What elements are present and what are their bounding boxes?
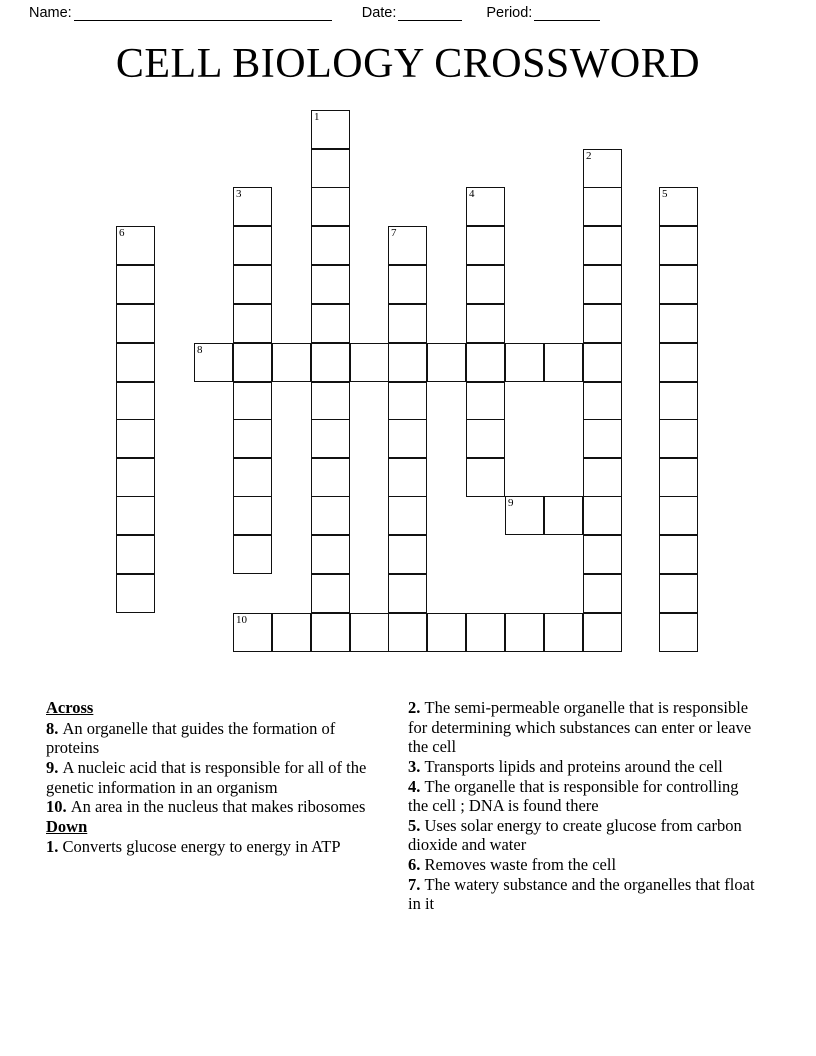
date-label: Date: bbox=[361, 5, 397, 21]
clue-item bbox=[408, 816, 760, 855]
grid-cell[interactable] bbox=[233, 458, 272, 497]
grid-cell[interactable] bbox=[233, 419, 272, 458]
clue-number: 3. bbox=[408, 756, 425, 776]
grid-cell[interactable] bbox=[659, 613, 698, 652]
grid-cell[interactable] bbox=[233, 187, 272, 226]
clue-text: Uses solar energy to create glucose from carbon dioxide and water bbox=[408, 815, 742, 855]
clue-text: Converts glucose energy to energy in ATP bbox=[62, 837, 341, 857]
grid-cell[interactable] bbox=[505, 343, 544, 382]
grid-cell[interactable] bbox=[659, 382, 698, 421]
grid-cell[interactable] bbox=[233, 496, 272, 535]
grid-cell-number: 4 bbox=[469, 188, 475, 200]
grid-cell[interactable] bbox=[388, 265, 427, 304]
clue-number: 2. bbox=[408, 698, 425, 717]
clue-item bbox=[408, 757, 760, 777]
clue-text: The semi-permeable organelle that is responsible for determining which substances can enter or leave the cell bbox=[408, 698, 752, 757]
grid-cell[interactable] bbox=[466, 226, 505, 265]
clue-item bbox=[408, 855, 760, 875]
grid-cell[interactable] bbox=[233, 226, 272, 265]
grid-cell[interactable] bbox=[116, 496, 155, 535]
clue-item bbox=[408, 777, 760, 816]
grid-cell[interactable] bbox=[583, 343, 622, 382]
grid-cell[interactable] bbox=[388, 535, 427, 574]
grid-cell-number: 10 bbox=[236, 614, 247, 626]
grid-cell[interactable] bbox=[311, 226, 350, 265]
grid-cell[interactable] bbox=[544, 343, 583, 382]
grid-cell[interactable] bbox=[466, 187, 505, 226]
grid-cell[interactable] bbox=[583, 304, 622, 343]
grid-cell[interactable] bbox=[505, 496, 544, 535]
name-label: Name: bbox=[29, 5, 72, 21]
clue-number: 6. bbox=[408, 855, 425, 874]
grid-cell[interactable] bbox=[544, 496, 583, 535]
grid-cell[interactable] bbox=[272, 343, 311, 382]
grid-cell[interactable] bbox=[583, 496, 622, 535]
clue-item bbox=[46, 797, 386, 817]
clue-text: Removes waste from the cell bbox=[424, 855, 617, 874]
grid-cell[interactable] bbox=[466, 613, 505, 652]
grid-cell[interactable] bbox=[233, 265, 272, 304]
grid-cell[interactable] bbox=[116, 343, 155, 382]
grid-cell[interactable] bbox=[311, 419, 350, 458]
period-label: Period: bbox=[486, 5, 533, 21]
grid-cell[interactable] bbox=[233, 535, 272, 574]
grid-cell[interactable] bbox=[233, 613, 272, 652]
grid-cell[interactable] bbox=[116, 304, 155, 343]
grid-cell[interactable] bbox=[311, 458, 350, 497]
grid-cell[interactable] bbox=[311, 496, 350, 535]
grid-cell-number: 1 bbox=[314, 111, 320, 123]
grid-cell[interactable] bbox=[659, 187, 698, 226]
grid-cell[interactable] bbox=[272, 613, 311, 652]
clue-text: An organelle that guides the formation of proteins bbox=[46, 718, 336, 758]
grid-cell[interactable] bbox=[388, 226, 427, 265]
grid-cell[interactable] bbox=[659, 265, 698, 304]
clue-number: 7. bbox=[408, 874, 425, 894]
clue-item bbox=[46, 837, 386, 857]
grid-cell[interactable] bbox=[583, 535, 622, 574]
grid-cell[interactable] bbox=[659, 419, 698, 458]
grid-cell[interactable] bbox=[659, 574, 698, 613]
grid-cell[interactable] bbox=[388, 343, 427, 382]
grid-cell[interactable] bbox=[350, 343, 389, 382]
grid-cell[interactable] bbox=[116, 458, 155, 497]
grid-cell[interactable] bbox=[466, 382, 505, 421]
grid-cell-number: 6 bbox=[119, 227, 125, 239]
grid-cell[interactable] bbox=[466, 265, 505, 304]
grid-cell[interactable] bbox=[311, 574, 350, 613]
grid-cell[interactable] bbox=[659, 458, 698, 497]
grid-cell[interactable] bbox=[583, 265, 622, 304]
grid-cell[interactable] bbox=[659, 226, 698, 265]
grid-cell[interactable] bbox=[505, 613, 544, 652]
grid-cell[interactable] bbox=[116, 419, 155, 458]
clues-column-left bbox=[46, 698, 386, 857]
grid-cell[interactable] bbox=[350, 613, 389, 652]
clues-column-right bbox=[408, 698, 760, 914]
grid-cell[interactable] bbox=[544, 613, 583, 652]
grid-cell[interactable] bbox=[583, 226, 622, 265]
clue-text: A nucleic acid that is responsible for all of the genetic information in an organism bbox=[46, 757, 367, 797]
grid-cell[interactable] bbox=[311, 304, 350, 343]
down-heading: Down bbox=[46, 816, 88, 836]
grid-cell[interactable] bbox=[388, 574, 427, 613]
page-title: CELL BIOLOGY CROSSWORD bbox=[115, 41, 701, 87]
grid-cell[interactable] bbox=[233, 382, 272, 421]
grid-cell[interactable] bbox=[311, 110, 350, 149]
grid-cell-number: 9 bbox=[508, 497, 514, 509]
grid-cell[interactable] bbox=[233, 304, 272, 343]
grid-cell[interactable] bbox=[466, 419, 505, 458]
grid-cell[interactable] bbox=[311, 265, 350, 304]
clue-number: 10. bbox=[46, 797, 71, 817]
grid-cell[interactable] bbox=[388, 382, 427, 421]
clue-number: 5. bbox=[408, 815, 425, 835]
grid-cell[interactable] bbox=[388, 613, 427, 652]
clue-item bbox=[46, 758, 386, 797]
clue-text: Transports lipids and proteins around the cell bbox=[424, 756, 723, 776]
grid-cell[interactable] bbox=[311, 613, 350, 652]
grid-cell-number: 7 bbox=[391, 227, 397, 239]
grid-cell[interactable] bbox=[583, 149, 622, 188]
clue-text: The watery substance and the organelles that float in it bbox=[408, 874, 755, 914]
grid-cell[interactable] bbox=[311, 187, 350, 226]
grid-cell[interactable] bbox=[388, 304, 427, 343]
grid-cell[interactable] bbox=[466, 343, 505, 382]
grid-cell[interactable] bbox=[583, 458, 622, 497]
grid-cell[interactable] bbox=[311, 535, 350, 574]
grid-cell[interactable] bbox=[659, 343, 698, 382]
grid-cell[interactable] bbox=[583, 419, 622, 458]
grid-cell[interactable] bbox=[427, 343, 466, 382]
clue-item bbox=[408, 698, 760, 757]
grid-cell[interactable] bbox=[659, 304, 698, 343]
clue-number: 4. bbox=[408, 776, 425, 796]
grid-cell[interactable] bbox=[233, 343, 272, 382]
grid-cell[interactable] bbox=[116, 574, 155, 613]
grid-cell[interactable] bbox=[116, 226, 155, 265]
grid-cell[interactable] bbox=[466, 304, 505, 343]
grid-cell-number: 8 bbox=[197, 344, 203, 356]
grid-cell[interactable] bbox=[116, 382, 155, 421]
grid-cell[interactable] bbox=[311, 382, 350, 421]
grid-cell-number: 3 bbox=[236, 188, 242, 200]
grid-cell[interactable] bbox=[583, 574, 622, 613]
grid-cell[interactable] bbox=[116, 265, 155, 304]
grid-cell[interactable] bbox=[311, 149, 350, 188]
grid-cell-number: 2 bbox=[586, 150, 592, 162]
across-heading: Across bbox=[46, 698, 94, 717]
grid-cell[interactable] bbox=[583, 187, 622, 226]
grid-cell[interactable] bbox=[583, 382, 622, 421]
grid-cell[interactable] bbox=[659, 535, 698, 574]
grid-cell[interactable] bbox=[388, 458, 427, 497]
grid-cell[interactable] bbox=[583, 613, 622, 652]
grid-cell[interactable] bbox=[427, 613, 466, 652]
clue-number: 9. bbox=[46, 757, 63, 777]
grid-cell[interactable] bbox=[388, 419, 427, 458]
grid-cell[interactable] bbox=[388, 496, 427, 535]
clue-item bbox=[46, 719, 386, 758]
clue-text: The organelle that is responsible for controlling the cell ; DNA is found there bbox=[408, 776, 739, 816]
clue-number: 1. bbox=[46, 837, 63, 857]
grid-cell[interactable] bbox=[194, 343, 233, 382]
grid-cell[interactable] bbox=[659, 496, 698, 535]
grid-cell[interactable] bbox=[311, 343, 350, 382]
clue-item bbox=[408, 875, 760, 914]
grid-cell[interactable] bbox=[116, 535, 155, 574]
grid-cell[interactable] bbox=[466, 458, 505, 497]
grid-cell-number: 5 bbox=[662, 188, 668, 200]
clue-text: An area in the nucleus that makes ribosomes bbox=[70, 797, 366, 817]
clue-number: 8. bbox=[46, 718, 63, 738]
